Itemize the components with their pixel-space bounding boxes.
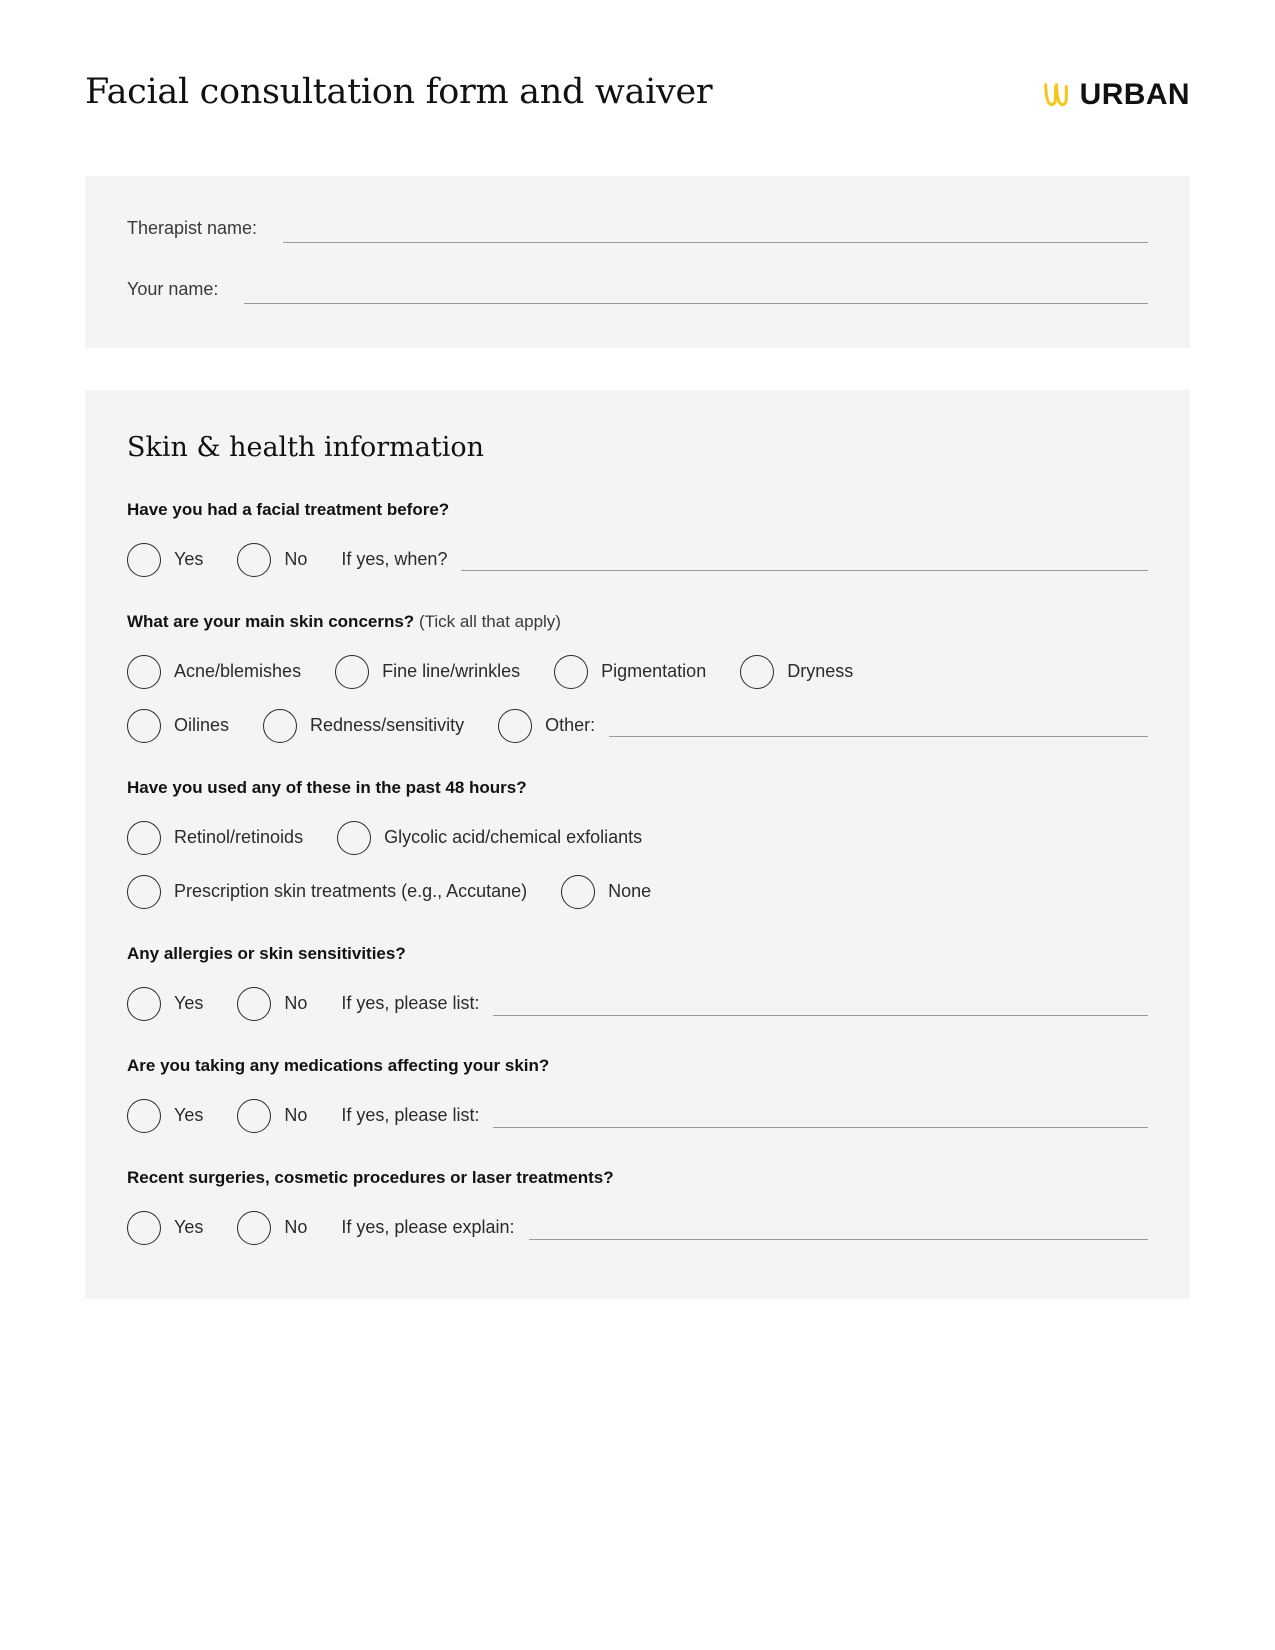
radio-icon[interactable] (263, 709, 297, 743)
option-other[interactable] (498, 709, 595, 743)
therapist-name-label: Therapist name: (127, 217, 258, 238)
radio-icon[interactable] (554, 655, 588, 689)
question-label (127, 611, 1148, 633)
radio-icon[interactable] (127, 709, 161, 743)
question-text: What are your main skin concerns? (127, 611, 415, 631)
your-name-row (127, 277, 1148, 304)
options-row (127, 987, 1148, 1021)
option-fine-line-wrinkles[interactable] (335, 655, 520, 689)
question-label: Are you taking any medications affecting your skin? (127, 1056, 550, 1076)
option-redness-sensitivity[interactable] (263, 709, 464, 743)
option-oilines[interactable] (127, 709, 229, 743)
option-label: Redness/sensitivity (310, 715, 465, 736)
option-label: Yes (174, 1105, 204, 1126)
recent-procedures-input[interactable] (529, 1217, 1149, 1240)
options-row (127, 1099, 1148, 1133)
question-note: (Tick all that apply) (418, 611, 561, 631)
radio-icon[interactable] (337, 821, 371, 855)
options-row (127, 543, 1148, 577)
option-label: Yes (174, 993, 204, 1014)
radio-icon[interactable] (127, 987, 161, 1021)
radio-icon[interactable] (498, 709, 532, 743)
client-details-panel (85, 176, 1190, 348)
option-label: No (284, 1105, 308, 1126)
option-label: Dryness (787, 661, 854, 682)
question-label: Have you had a facial treatment before? (127, 499, 450, 519)
option-acne-blemishes[interactable] (127, 655, 301, 689)
radio-icon[interactable] (127, 821, 161, 855)
option-label: Retinol/retinoids (174, 827, 304, 848)
option-yes[interactable] (127, 1099, 203, 1133)
therapist-name-row (127, 216, 1148, 243)
if-yes-when-input[interactable] (461, 548, 1148, 571)
option-label: Yes (174, 1217, 204, 1238)
option-label: No (284, 1217, 308, 1238)
radio-icon[interactable] (237, 1099, 271, 1133)
brand-logo (1041, 72, 1190, 110)
question-label: Recent surgeries, cosmetic procedures or laser treatments? (127, 1168, 614, 1188)
question-past-48-hours (127, 777, 1148, 909)
option-no[interactable] (237, 1099, 307, 1133)
radio-icon[interactable] (127, 1099, 161, 1133)
option-no[interactable] (237, 1211, 307, 1245)
option-retinol-retinoids[interactable] (127, 821, 303, 855)
allergies-input[interactable] (493, 993, 1148, 1016)
options-row (127, 875, 1148, 909)
options-row (127, 709, 1148, 743)
question-label: Any allergies or skin sensitivities? (127, 943, 406, 963)
radio-icon[interactable] (237, 1211, 271, 1245)
radio-icon[interactable] (127, 655, 161, 689)
other-concern-input[interactable] (609, 714, 1148, 737)
question-medications (127, 1055, 1148, 1133)
your-name-input[interactable] (244, 277, 1148, 304)
option-label: Acne/blemishes (174, 661, 302, 682)
radio-icon[interactable] (561, 875, 595, 909)
question-facial-before (127, 499, 1148, 577)
if-yes-list-label: If yes, please list: (341, 1105, 480, 1126)
radio-icon[interactable] (127, 1211, 161, 1245)
radio-icon[interactable] (335, 655, 369, 689)
radio-icon[interactable] (127, 543, 161, 577)
option-no[interactable] (237, 543, 307, 577)
option-label: Fine line/wrinkles (382, 661, 521, 682)
question-recent-procedures (127, 1167, 1148, 1245)
radio-icon[interactable] (740, 655, 774, 689)
option-dryness[interactable] (740, 655, 853, 689)
urban-logo-icon (1041, 80, 1071, 110)
document-header (85, 0, 1190, 112)
option-none[interactable] (561, 875, 651, 909)
option-label: Yes (174, 548, 204, 569)
option-label: Oilines (174, 715, 230, 736)
if-yes-list-label: If yes, please list: (341, 993, 480, 1014)
option-label: Other: (545, 715, 596, 736)
options-row (127, 821, 1148, 855)
section-title: Skin & health information (127, 432, 485, 464)
skin-health-panel (85, 390, 1190, 1299)
option-label: Pigmentation (601, 661, 707, 682)
question-skin-concerns (127, 611, 1148, 743)
option-label: No (284, 993, 308, 1014)
if-yes-explain-label: If yes, please explain: (341, 1217, 515, 1238)
radio-icon[interactable] (237, 543, 271, 577)
radio-icon[interactable] (127, 875, 161, 909)
page-title: Facial consultation form and waiver (85, 72, 713, 112)
option-yes[interactable] (127, 1211, 203, 1245)
option-yes[interactable] (127, 543, 203, 577)
option-label: No (284, 548, 308, 569)
options-row (127, 655, 1148, 689)
your-name-label: Your name: (127, 278, 219, 299)
therapist-name-input[interactable] (283, 216, 1148, 243)
if-yes-when-label: If yes, when? (341, 548, 448, 569)
option-label: Glycolic acid/chemical exfoliants (384, 827, 643, 848)
option-label: None (608, 881, 652, 902)
option-glycolic-acid[interactable] (337, 821, 642, 855)
question-allergies (127, 943, 1148, 1021)
options-row (127, 1211, 1148, 1245)
question-label: Have you used any of these in the past 48 hours? (127, 777, 527, 797)
medications-input[interactable] (493, 1105, 1148, 1128)
option-no[interactable] (237, 987, 307, 1021)
option-yes[interactable] (127, 987, 203, 1021)
radio-icon[interactable] (237, 987, 271, 1021)
option-pigmentation[interactable] (554, 655, 706, 689)
option-prescription-treatments[interactable] (127, 875, 527, 909)
brand-name: URBAN (1079, 78, 1190, 111)
option-label: Prescription skin treatments (e.g., Accutane) (174, 881, 528, 902)
